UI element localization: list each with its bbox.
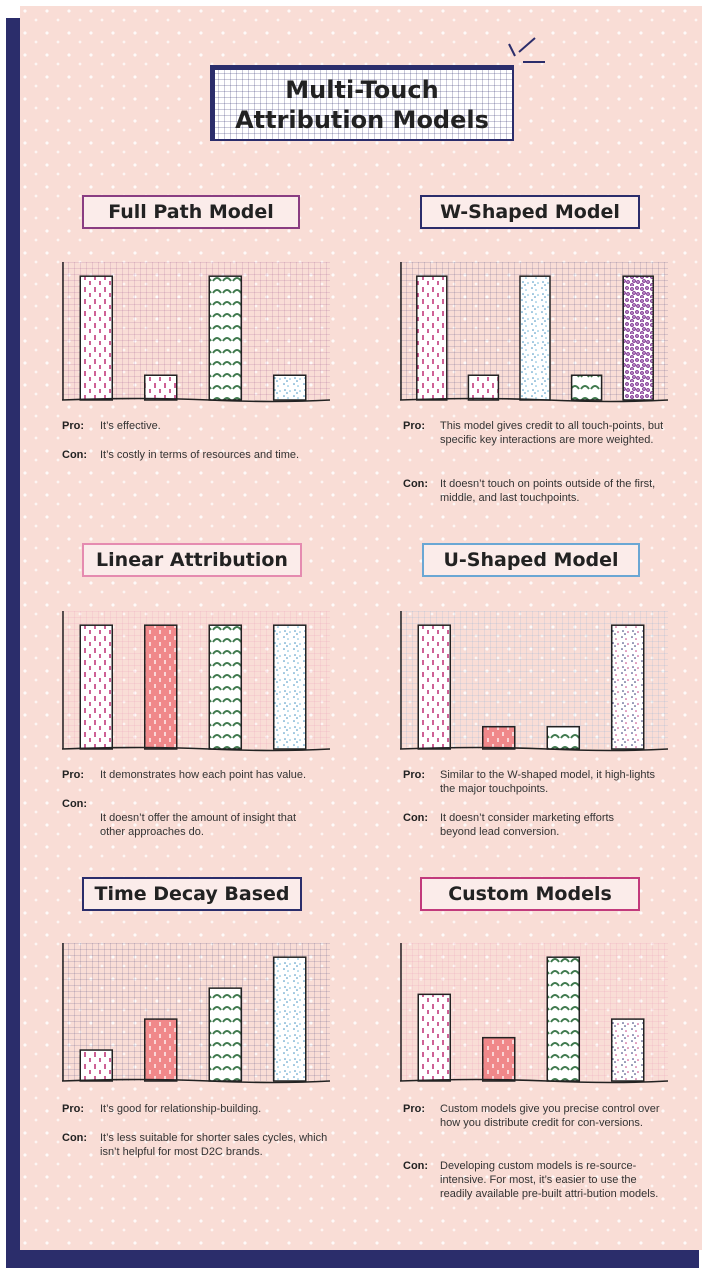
title-line-1: Multi-Touch (285, 76, 439, 104)
panel-title-full-path: Full Path Model (82, 195, 300, 229)
bar (417, 276, 447, 400)
con-text: It’s costly in terms of resources and time. (100, 449, 300, 461)
bar (80, 625, 112, 749)
bar (145, 1019, 177, 1081)
panel-title-custom: Custom Models (420, 877, 640, 911)
pro-text: This model gives credit to all touch-points, but specific key interactions are more weighted. (440, 420, 664, 446)
con-label: Con: (62, 449, 88, 461)
bar (274, 957, 306, 1081)
bar (80, 1050, 112, 1081)
pro-label: Pro: (62, 769, 84, 781)
bar (547, 957, 579, 1081)
panel-title-linear: Linear Attribution (82, 543, 302, 577)
con-text: It’s less suitable for shorter sales cycles, which isn’t helpful for most D2C brands. (100, 1132, 328, 1158)
bar (274, 625, 306, 749)
page-title (210, 65, 514, 141)
pro-label: Pro: (62, 420, 84, 432)
bar (483, 1038, 515, 1081)
chart-custom (400, 943, 668, 1085)
bar (572, 375, 602, 400)
bar (418, 625, 450, 749)
pro-text: Similar to the W-shaped model, it high-lights the major touchpoints. (440, 769, 656, 795)
con-text: It doesn’t touch on points outside of the first, middle, and last touchpoints. (440, 478, 656, 504)
con-text: It doesn’t offer the amount of insight that other approaches do. (100, 812, 297, 838)
pro-label: Pro: (403, 769, 425, 781)
con-label: Con: (403, 478, 429, 490)
panel-title-time-decay: Time Decay Based (82, 877, 302, 911)
con-label: Con: (403, 1160, 429, 1172)
con-label: Con: (403, 812, 429, 824)
bar (612, 1019, 644, 1081)
title-line-2: Attribution Models (235, 106, 489, 134)
bar (468, 375, 498, 400)
con-text: Developing custom models is re-source-intensive. For most, it’s easier to use the readily available pre-built attri-bution models. (440, 1160, 659, 1200)
pro-label: Pro: (62, 1103, 84, 1115)
pro-label: Pro: (403, 420, 425, 432)
bar (80, 276, 112, 400)
con-text: It doesn’t consider marketing efforts beyond lead conversion. (440, 812, 615, 838)
pro-label: Pro: (403, 1103, 425, 1115)
chart-u-shaped (400, 611, 668, 753)
chart-time-decay (62, 943, 330, 1085)
bar (274, 375, 306, 400)
bar (145, 375, 177, 400)
pro-text: It demonstrates how each point has value. (100, 769, 307, 781)
pro-text: It’s good for relationship-building. (100, 1103, 262, 1115)
panel-title-u-shaped: U-Shaped Model (422, 543, 640, 577)
panel-title-w-shaped: W-Shaped Model (420, 195, 640, 229)
pro-text: It’s effective. (100, 420, 161, 432)
bar (612, 625, 644, 749)
chart-w-shaped (400, 262, 668, 404)
bar (145, 625, 177, 749)
bar (209, 625, 241, 749)
chart-linear (62, 611, 330, 753)
bar (623, 276, 653, 400)
con-label: Con: (62, 798, 88, 810)
bar (209, 276, 241, 400)
con-label: Con: (62, 1132, 88, 1144)
bar (418, 994, 450, 1081)
bar (483, 727, 515, 749)
bar (547, 727, 579, 749)
chart-full-path (62, 262, 330, 404)
bar (520, 276, 550, 400)
bar (209, 988, 241, 1081)
pro-text: Custom models give you precise control over how you distribute credit for con-versions. (440, 1103, 660, 1129)
